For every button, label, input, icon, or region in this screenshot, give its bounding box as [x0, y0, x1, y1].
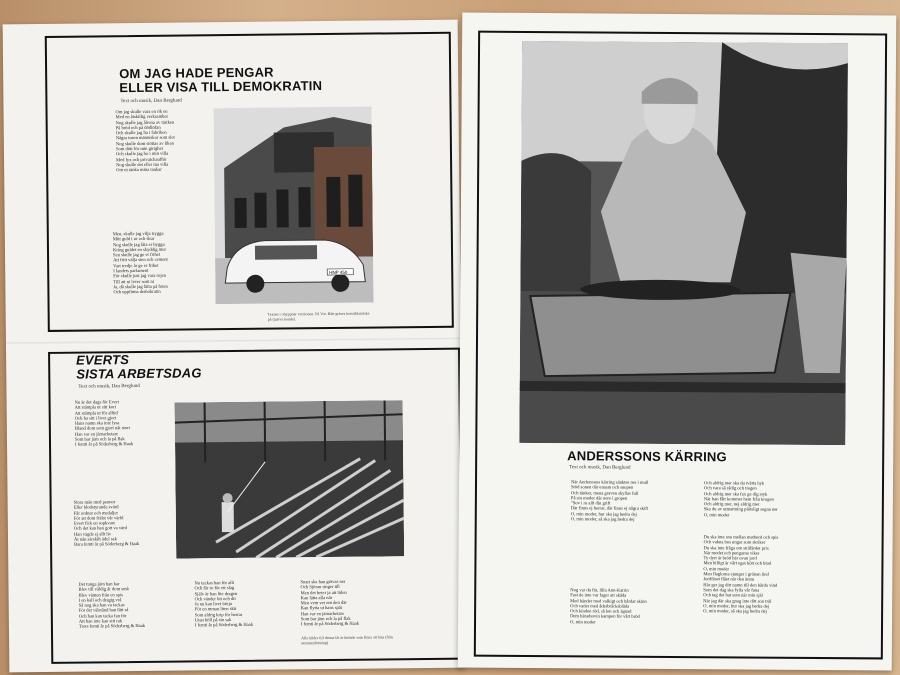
lyric-line: O, min moder, så ska jag hedra dej: [703, 608, 767, 614]
lyric-line: Så nog ska han va tackas: [78, 602, 125, 608]
lyric-line: O, min moder, hur ska jag hedra dej: [703, 603, 770, 609]
lyric-line: Ja, då skulle jag lätta på foten: [113, 283, 168, 290]
lyric-line: Eller blodstyrande svärd: [73, 504, 119, 510]
song3-credit: Text och musik, Dan Berglund: [569, 465, 631, 471]
lyric-line: Kring guldet en skyddig mur: [112, 246, 167, 253]
lyric-line: Och vakna bos ungar som skriker: [703, 539, 766, 545]
lyric-line: Får ordnar och medaljer: [73, 509, 119, 516]
lyric-line: Och tänker, mena graven skyllas full: [570, 489, 639, 496]
lyric-line: O, min moder, så ska jag hedra dej: [570, 516, 635, 522]
lyric-line: Där finns ej herrar, där finns ej några skift: [570, 505, 649, 512]
lyric-line: När modet och pengarna viker: [703, 550, 760, 556]
song1-caption: Texten i ohyppnar versionen. På Vor. Rätt gräses konstklassiska på tjusiva kondel.: [267, 310, 370, 322]
lyric-line: För att dom frälst vår värld: [73, 515, 124, 521]
lyric-line: I landets parlament: [113, 267, 149, 274]
lyric-line: Och skulle jag bo i min villa: [115, 151, 169, 157]
lyric-line: Nog skulle jag ålrena av tärtken: [115, 119, 175, 125]
lyric-line: Nog skulle jag låta er bygga: [112, 241, 165, 247]
lyric-line: Vart tredje år ge er frihet: [113, 262, 159, 269]
lyric-line: Han var en järnarbetare: [300, 610, 345, 617]
lyric-line: På sin moder där nere i gropen: [570, 495, 628, 501]
song2-title-line2: SISTA ARBETSDAG: [76, 365, 202, 382]
song1-lyrics-part1: [116, 108, 227, 173]
song3-photo-woman-washing: [519, 41, 848, 445]
lyric-line: Och vara så rådig och tregen: [703, 485, 757, 491]
lyric-line: Dem häradssvin kampen för vårt bröd: [570, 613, 640, 620]
lyric-line: Till att ni lever som ni: [113, 278, 155, 284]
song2-credit: Text och musik, Dan Berglund: [78, 383, 140, 390]
lyric-line: Stora män med pennor: [73, 499, 116, 505]
lyric-line: Och kinden röd, så len och ägnad: [570, 608, 632, 614]
lyric-line: Att fritt välja sten och cement: [113, 257, 168, 263]
song1-credit: Text och musik, Dan Berglund: [120, 98, 182, 105]
lyric-line: Men vem vet om den där: [300, 600, 347, 606]
song2-title: [76, 352, 202, 381]
lyric-line: Snart ska han grävas ner: [300, 578, 346, 585]
right-page: [458, 12, 897, 670]
song2-lyrics-part1: [75, 399, 175, 448]
lyric-line: Och ha sitt i livet gjort: [74, 415, 117, 421]
lyric-line: Men flaglorna sjunger i grönan lind: [703, 571, 769, 577]
lyric-line: Han vägde ej allt liv: [73, 531, 112, 537]
lyric-line: Bland dom som gjort nåt stort: [74, 425, 130, 432]
lyric-line: Och han kan tacka fan för: [78, 612, 127, 619]
lyric-line: Och det kan han gott va värd: [73, 525, 128, 532]
lyric-line: Som bar järn och la på flak: [300, 615, 351, 622]
lyric-line: Fast de inte var fager att skåda: [570, 592, 627, 598]
song1-title-line1: OM JAG HADE PENGAR: [119, 64, 274, 82]
lyric-line: Och vänder bit och dit: [194, 595, 236, 602]
lyric-line: På bröd och på dödlöfan: [115, 124, 161, 131]
page-fold: [6, 338, 461, 346]
lyric-line: Och aldrig mer ska du tvätta byk: [703, 480, 765, 486]
lyric-line: Som dött för min girighet: [115, 145, 163, 152]
lyric-line: Evert fick en sopkvast: [73, 520, 115, 526]
lyric-line: "Sov i ro allt din grift: [570, 500, 611, 506]
lyric-line: När jag där ska gnag inte ditt son träl: [703, 597, 772, 604]
left-page: [3, 20, 465, 673]
lyric-line: Bara femti år på Söderberg & Haak: [74, 541, 140, 548]
lyric-line: Blev till väldig år dom små: [78, 586, 129, 592]
lyric-line: För det välstånd han fått så: [78, 607, 129, 614]
lyric-line: I en kall och dragig vrå: [78, 597, 122, 603]
song2-photo-steel-warehouse: [175, 400, 405, 558]
lyric-line: Han var en järnarbetare: [74, 430, 119, 437]
lyric-line: I femti år på Söderberg & Haak: [194, 622, 254, 628]
lyric-line: Nu tackas han för allt: [194, 580, 235, 586]
lyric-line: I femti år på Söderberg & Haak: [300, 621, 360, 627]
lyric-line: Som aldrig krip för herrar: [194, 611, 243, 618]
lyric-line: Stöd sonen där ensam och snopen: [570, 484, 634, 490]
lyric-line: Att stämpla ut sitt kort: [74, 404, 117, 410]
lyric-line: Trots femti år på Söderberg & Haak: [78, 623, 146, 630]
lyric-line: I femti år på Söderberg & Haak: [74, 441, 134, 448]
lyric-line: För skulle just jag vara rojen: [113, 273, 166, 279]
lyric-line: Jordfäset flået när den ännu: [703, 576, 755, 582]
lyric-line: O, min moder: [570, 619, 596, 625]
lyric-line: Det tunga järn han bar: [78, 581, 120, 587]
lyric-line: Och skulle jag ha i fabriken: [115, 129, 167, 136]
song3-lyrics-col2b: [703, 534, 834, 614]
lyric-line: Ja nu kan livet börja: [194, 601, 232, 607]
lyric-line: Och vader med åderbråcksblåda: [570, 603, 630, 609]
lyric-line: Blev vämen frän en spis: [78, 591, 124, 598]
lyric-line: Nu är det dags för Evert: [74, 399, 119, 405]
lyric-line: När han fått kommer hem från krogen: [703, 496, 774, 502]
lyric-line: Med händer med valkigt och hårdat skinn: [570, 597, 647, 604]
lyric-line: O, min moder: [703, 511, 730, 518]
lyric-line: Hans namn ska inte lysa: [74, 420, 120, 426]
song2-verse-col2: [194, 579, 294, 628]
lyric-line: Nog skulle dom stöttas av liken: [115, 140, 174, 147]
song2-verse-col3: [300, 578, 400, 627]
song3-title: ANDERSSONS KÄRRING: [567, 448, 727, 465]
lyric-line: Och uppfinna demokratin: [113, 289, 161, 295]
song2-caption: Alla bilder till denna låt är hittade som finns att läsa (från sammanfattning): [301, 634, 393, 646]
lyric-line: Ska du av utmattning plötsligt segna ner: [703, 506, 778, 513]
lyric-line: O, min moder, hur ska jag hedra dej: [570, 511, 637, 517]
song2-lyrics-part2: [74, 499, 174, 548]
lyric-line: Du ska inte sno mellan matbord och spis: [703, 534, 779, 540]
lyric-line: Att stämpla ut för alltid: [74, 409, 118, 416]
song1-lyrics-part2: [113, 230, 224, 295]
lyric-line: Åt nån särskilt ädel sak: [73, 536, 117, 542]
song1-photo-building-car: [214, 107, 374, 305]
lyric-line: Om jag skulle vara en rik en: [115, 108, 168, 115]
lyric-line: Själv är han lite dragen: [194, 590, 238, 597]
lyric-line: O, min moder: [703, 565, 730, 572]
lyric-line: Att han inte kan sitt rak: [78, 618, 123, 624]
lyric-line: Med lyx och privatchaufför: [116, 156, 167, 162]
lyric-line: Och aldrig mer ska fax ge dig styk: [703, 490, 768, 497]
lyric-line: Kan lätta alla när: [300, 594, 333, 601]
lyric-line: Utan höll på sin sak: [194, 617, 232, 623]
lyric-line: Några tusen människor som slet: [115, 135, 175, 141]
lyric-line: Mitt guld i ur och skur: [112, 236, 155, 242]
lyric-line: Sen skulle jag ge er frihet: [113, 251, 161, 258]
song3-lyrics-col2: [704, 480, 834, 518]
lyric-line: Men det heter ja att tiden: [300, 589, 347, 595]
song2-verse-col1: [78, 581, 178, 630]
lyric-line: För en mman liten skit: [194, 606, 237, 612]
lyric-line: Nog var du fin, lilla Ann-Katrin: [570, 587, 629, 593]
lyric-line: Om ni tänka mina tankar: [116, 167, 162, 173]
song1-title-line2: ELLER VISA TILL DEMOKRATIN: [119, 78, 323, 96]
lyric-line: Här ger jag ditt namn till den hårda vind: [703, 581, 778, 588]
lyric-line: Och Sjöran ringer till: [300, 584, 340, 590]
lyric-line: Som det dag ska fylla vår fana: [703, 587, 760, 593]
lyric-line: Men, skulle jag vilja trygga: [112, 230, 164, 237]
car-license-plate: HNP 450: [329, 269, 348, 275]
song3-lyrics-col1: [571, 479, 691, 522]
song3-lyrics-col1b: [570, 587, 690, 625]
song1-title: [119, 65, 322, 95]
lyric-line: Kan flytta ut hans spår: [300, 605, 343, 611]
lyric-line: Som bar järn och la på flak: [74, 436, 125, 442]
lyric-line: Och tag det hat som när min själ: [703, 592, 763, 598]
lyric-line: När Anderssons kärring sänktes ner i mull: [571, 479, 649, 485]
lyric-line: Och aldrig mer, nej aldrig mer: [703, 501, 760, 507]
lyric-line: Ty dyrt är bröd här ovan jord: [703, 555, 757, 561]
lyric-line: Och får ro för ett slag: [194, 585, 235, 591]
lyric-line: Du ska inte fråga om stråfärdet pris: [703, 544, 769, 551]
lyric-line: Med en åtskillig verksamhet: [115, 113, 168, 120]
song2-title-line1: EVERTS: [76, 352, 130, 368]
lyric-line: Nog skulle det eller ma villa: [116, 161, 169, 168]
lyric-line: Men billigt är vårt eget kött och blod: [703, 560, 772, 567]
